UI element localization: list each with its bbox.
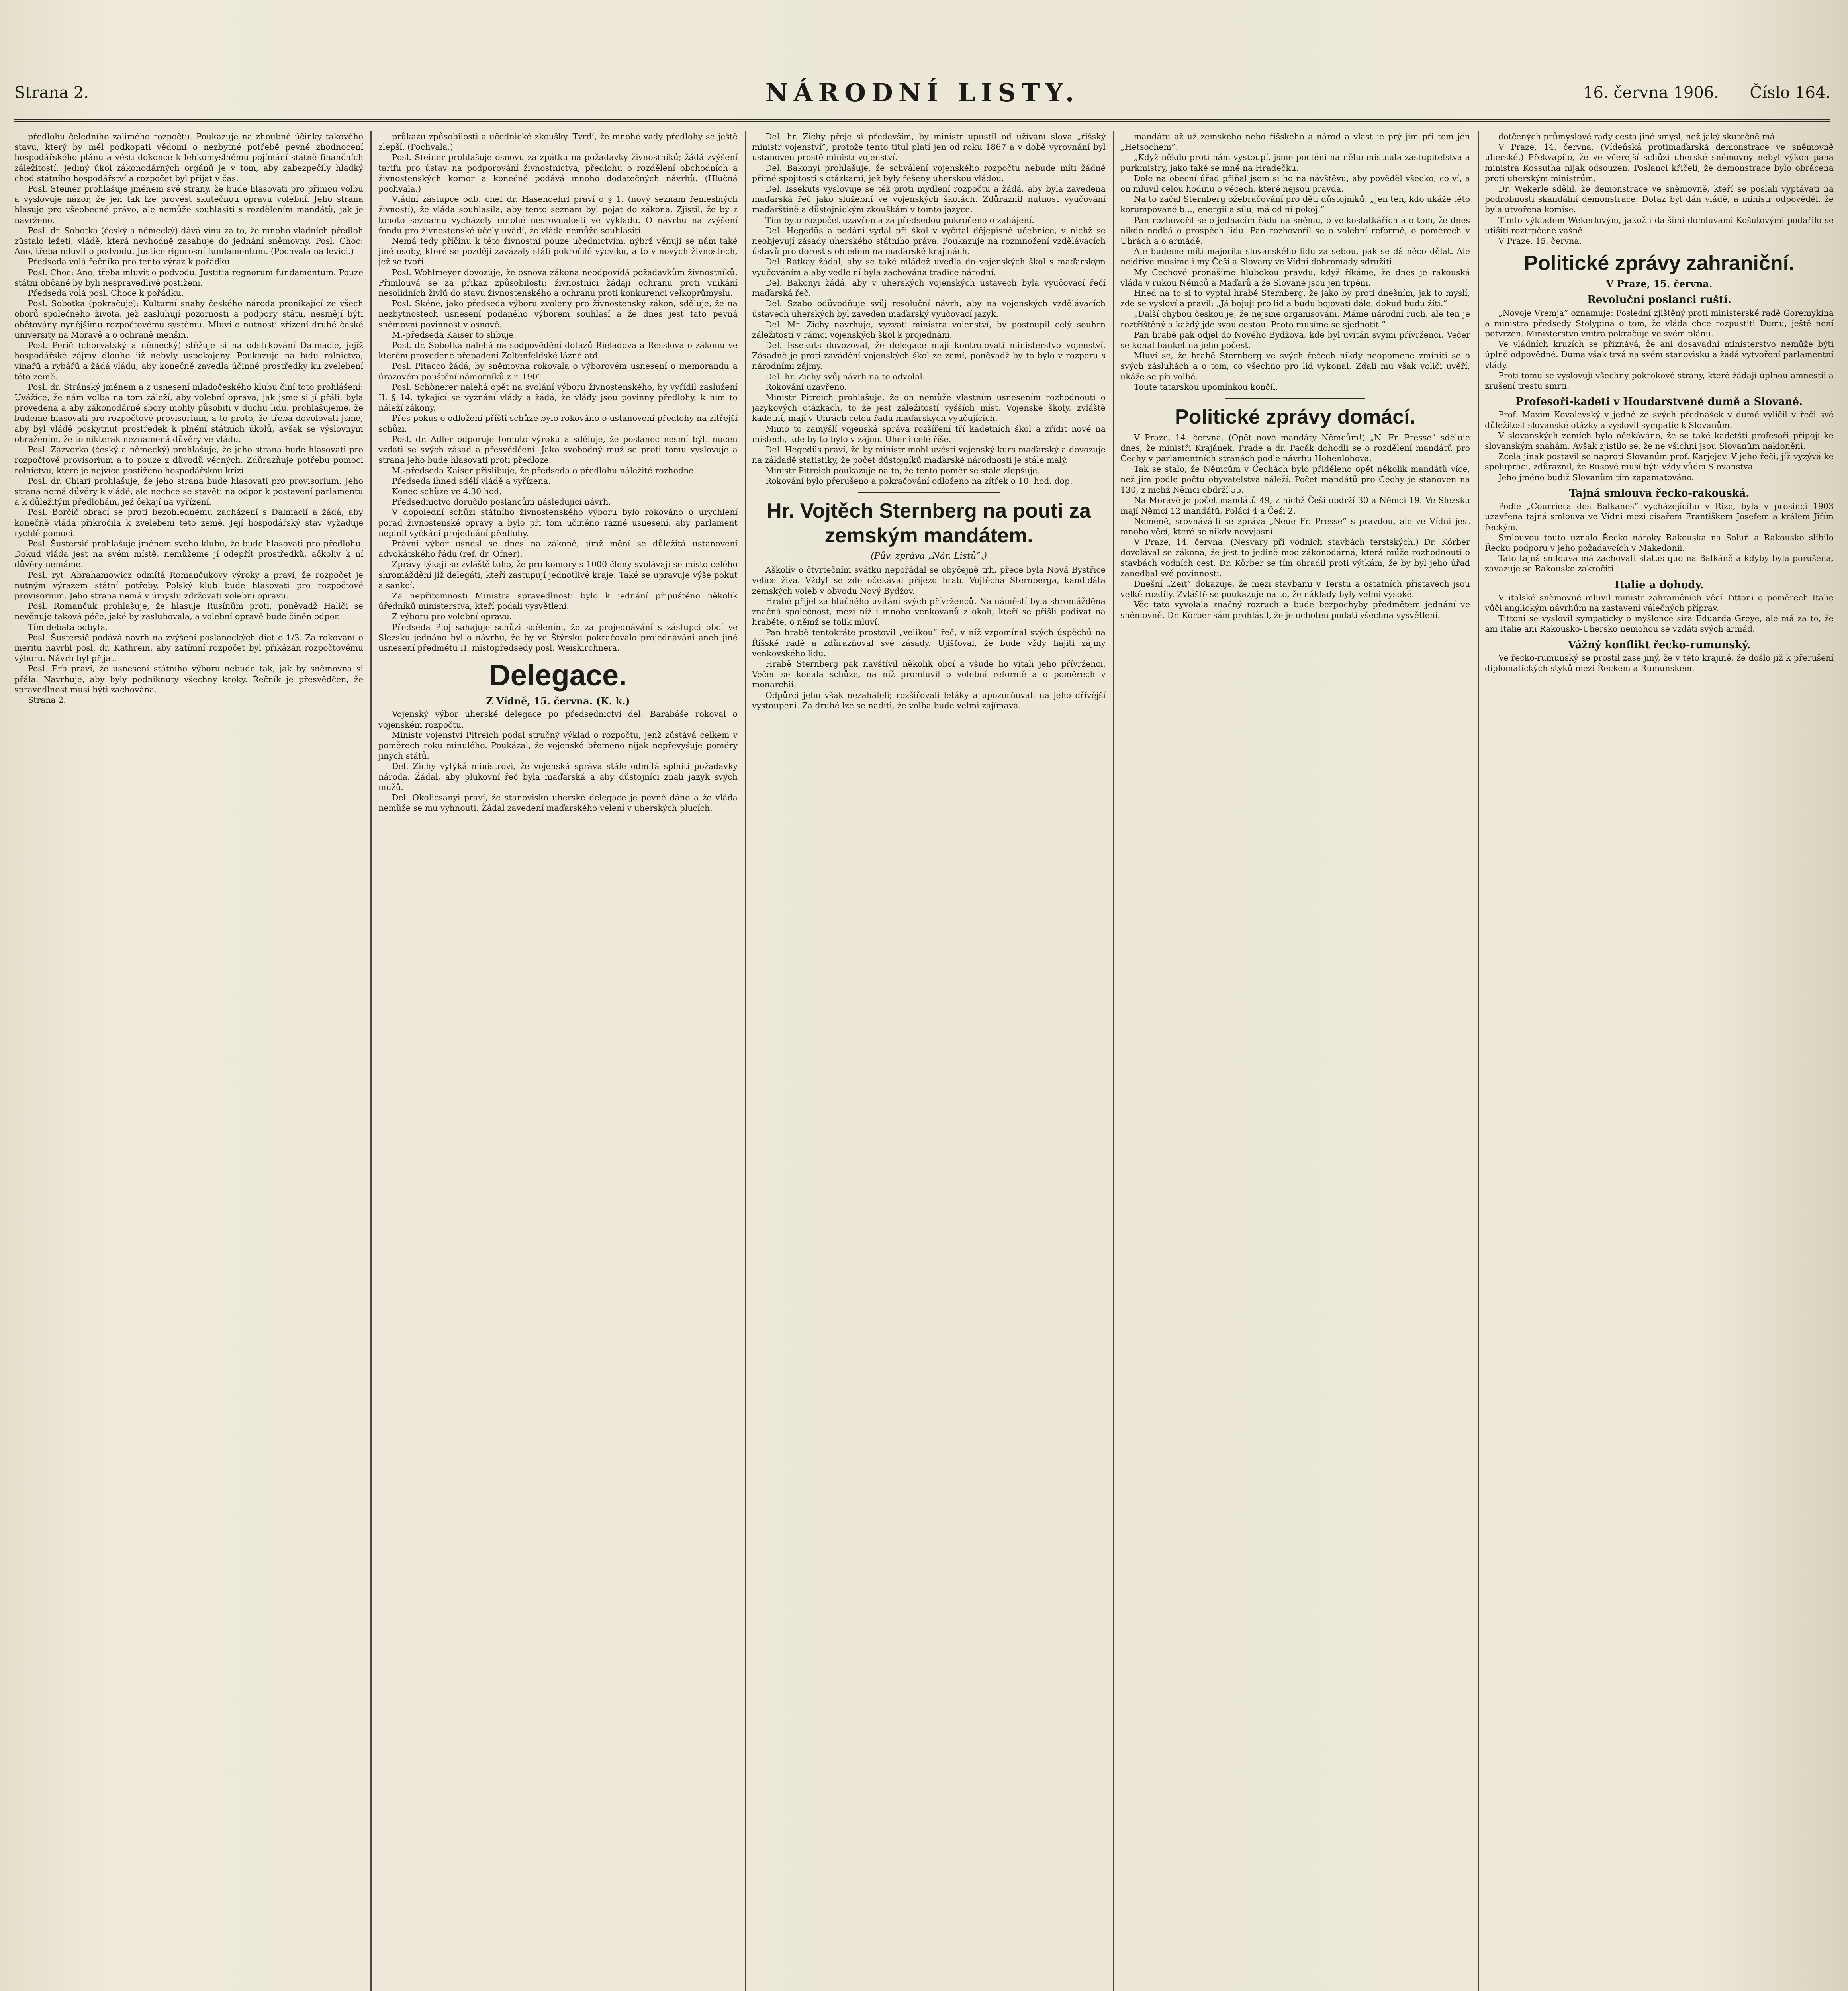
article-paragraph: Ministr Pitreich poukazuje na to, že tento poměr se stále zlepšuje. <box>765 465 1040 475</box>
domestic-lead: V Praze, 14. června. (Opět nové mandáty Němcům!) „N. Fr. Presse” sděluje dnes, že ministři Krajánek, Prade a dr. Pacák dohodli se o rozdělení mandátů pro Čechy v parlamentních stranách podle návrhu Hohenlohova. <box>1120 433 1470 464</box>
column-5-text <box>1485 131 1834 246</box>
article-paragraph: Del. Issekuts dovozoval, že delegace mají kontrolovati ministerstvo vojenství. Zásadně je proti zavádění vojenských škol ze zemí, poněvadž by to bylo v rozporu s národními zájmy. <box>752 340 1106 371</box>
column-2 <box>378 131 738 1991</box>
article-paragraph: Del. Szabo odůvodňuje svůj resoluční návrh, aby na vojenských vzdělávacích ústavech uherských byl zaveden maďarský vyučovací jazyk. <box>752 299 1106 319</box>
foreign-place: V Praze, 15. června. <box>1606 278 1713 290</box>
article-paragraph: dotčených průmyslové rady cesta jiné smysl, než jaký skutečně má. <box>1498 132 1778 141</box>
article-paragraph: předlohu čeledního zalimého rozpočtu. Poukazuje na zhoubné účinky takového stavu, který by měl podkopati vědomí o nezbytné potřebě pevné zhodnocení hospodářského plánu a vésti dokonce k lehkomyslnému pojímání státně finančních záležitostí. Jediný úkol zákonodárných orgánů je v tom, aby zabezpečily hladký chod státního hospodářství a rozpočet byl přijat v čas. <box>14 132 363 183</box>
article-paragraph: Ministr vojenství Pitreich podal stručný výklad o rozpočtu, jenž zůstává celkem v poměrech roku minulého. Poukázal, že vojenské břemeno nijak nepřevyšuje poměry jiných států. <box>378 730 738 761</box>
article-paragraph: Zcela jinak postavil se naproti Slovanům prof. Karjejev. V jeho řeči, jíž vyzývá ke spolupráci, zdůraznil, že Rusové musí býti vždy vůdci Slovanstva. <box>1485 452 1834 472</box>
article-paragraph: Dnešní „Zeit” dokazuje, že mezi stavbami v Terstu a ostatních přístavech jsou velké rozdíly. Zvláště se poukazuje na to, že náklady byly velmi vysoké. <box>1120 579 1470 599</box>
article-paragraph: V Praze, 14. června. (Nesvary při vodních stavbách terstských.) Dr. Körber dovolával se zákona, že jest to jedině moc zákonodárná, která může rozhodnouti o stavbách vodních cest. Dr. Körber se tím ohradil proti výtkám, že by byl jeho úřad zanedbal své povinnosti. <box>1120 537 1470 578</box>
article-paragraph: Ve vládních kruzích se přiznává, že ani dosavadní ministerstvo nemůže býti úplně odpovědné. Duma však trvá na svém stanovisku a žádá vytvoření parlamentní vlády. <box>1485 339 1834 370</box>
article-paragraph: Z výboru pro volební opravu. <box>392 612 512 622</box>
delegace-place: Z Vídně, 15. června. (K. k.) <box>486 695 630 707</box>
subheading-secret-treaty: Tajná smlouva řecko-rakouská. <box>1569 487 1750 499</box>
masthead <box>14 76 1830 122</box>
column-3 <box>752 131 1106 1991</box>
article-paragraph: Na Moravě je počet mandátů 49, z nichž Češi obdrží 30 a Němci 19. Ve Slezsku mají Němci 12 mandátů, Poláci 4 a Češi 2. <box>1120 495 1470 516</box>
subheading-professors: Profesoři-kadeti v Houdarstvené dumě a Slované. <box>1515 396 1803 408</box>
article-paragraph: Nemá tedy příčinu k této živnostní pouze učednictvím, nýbrž věnují se nám také jiné osoby, které se později zavázaly stáli pokročilé výcviku, a to v nových živnostech, jež se tvoří. <box>378 236 738 267</box>
article-paragraph: Posl. dr. Stránský jménem a z usnesení mladočeského klubu činí toto prohlášení: Uvážíce, že nám volba na tom záleží, aby volební oprava, jak jsme si jí přáli, byla provedena a aby zákonodárné sbory mohly působiti v duchu lidu, prohlašujeme, že budeme hlasovati pro rozpočtové provisorium, a to proto, že třeba dovolovati jsme, aby byl vládě poskytnut prostředek k plnění státních úkolů, avšak se výslovným ohražením, že to nikterak neznamená důvěry ve vládu. <box>14 382 363 444</box>
article-paragraph: V italské sněmovně mluvil ministr zahraničních věcí Tittoni o poměrech Italie vůči anglickým návrhům na zastavení válečných příprav. <box>1485 593 1834 613</box>
article-paragraph: Del. Mr. Zichy navrhuje, vyzvati ministra vojenství, by postoupil celý souhrn záležitostí v rámci vojenských škol k projednání. <box>752 319 1106 340</box>
divider <box>1225 398 1365 399</box>
column-3-text <box>752 131 1106 486</box>
article-paragraph: Jeho jméno budiž Slovanům tím zapamatováno. <box>1498 472 1694 482</box>
article-paragraph: Ale budeme míti majoritu slovanského lidu za sebou, pak se dá něco dělat. Ale nejdříve musíme i my Češi a Slovany ve Vídni dohromady sdružiti. <box>1120 246 1470 267</box>
article-paragraph: Za nepřítomnosti Ministra spravedlnosti bylo k jednání připuštěno několik úředníků ministerstva, kteří podali vysvětlení. <box>378 591 738 611</box>
article-paragraph: Dr. Wekerle sdělil, že demonstrace ve sněmovně, kteří se poslali vyptávati na podrobnosti skandální demonstrace. Dotaz byl dán vládě, a ministr odpověděl, že byla utvořena komise. <box>1485 184 1834 215</box>
article-paragraph: Posl. dr. Chiari prohlašuje, že jeho strana bude hlasovati pro provisorium. Jeho strana nemá důvěry k vládě, ale nechce se stavěti na odpor k postavení parlamentu a k důležitým předlohám, jež čekají na vyřízení. <box>14 476 363 507</box>
section-heading-sternberg: Hr. Vojtěch Sternberg na pouti za zemským mandátem. <box>767 499 1091 547</box>
article-paragraph: Del. Bakonyi žádá, aby v uherských vojenských ústavech byla vyučovací řečí maďarská řeč. <box>752 278 1106 298</box>
article-paragraph: „Když někdo proti nám vystoupí, jsme poctěni na něho mistnala zastupitelstva a purkmistry, jako také se mně na Hradečku. <box>1120 153 1470 173</box>
article-paragraph: Předseda Ploj sahajuje schůzi sdělením, že za projednávání s zástupci obcí ve Slezsku jednáno byl o návrhu, že by ve Štýrsku pokračovalo projednávání aneb jiné usnesení předmětu II. místopředsedy posl. Weiskirchnera. <box>378 622 738 653</box>
column-4-text <box>1120 131 1470 392</box>
column-rule <box>1113 131 1114 1991</box>
column-1 <box>14 131 363 1991</box>
article-paragraph: průkazu způsobilosti a učednické zkoušky. Tvrdí, že mnohé vady předlohy se ještě zlepší. (Pochvala.) <box>378 132 738 152</box>
article-paragraph: Ve řecko-rumunský se prostil zase jiný, že v této krajině, že došlo již k přerušení diplomatických styků mezi Řeckem a Rumunskem. <box>1485 653 1834 673</box>
article-paragraph: Neméně, srovnává-li se zpráva „Neue Fr. Presse” s pravdou, ale ve Vídni jest mnoho věcí, které se nikdy nevyjasní. <box>1120 516 1470 536</box>
section-heading-foreign: Politické zprávy zahraniční. <box>1524 252 1795 275</box>
article-paragraph: Přes pokus o odložení příští schůze bylo rokováno o ustanovení předlohy na zítřejší schůzi. <box>378 413 738 434</box>
article-paragraph: Posl. Choc: Ano, třeba mluvit o podvodu. Justitia regnorum fundamentum. Pouze státní občané by byli nespravedlivě postiženi. <box>14 267 363 288</box>
column-2-text <box>378 131 738 653</box>
article-paragraph: Konec schůze ve 4.30 hod. <box>392 486 502 496</box>
article-paragraph: Posl. Erb praví, že usnesení státního výboru nebude tak, jak by sněmovna si přála. Navrhuje, aby byly podniknuty všechny kroky. Řečník je přesvědčen, že spravedlnost musí býti zachována. <box>14 664 363 694</box>
article-paragraph: Posl. dr. Adler odporuje tomuto výroku a sděluje, že poslanec nesmí býti nucen vzdáti se svých zásad a přesvědčení. Jako svobodný muž se proti tomu vyslovuje a strana jeho bude hlasovati proti předloze. <box>378 434 738 465</box>
column-rule <box>1478 131 1479 1991</box>
article-paragraph: Posl. Sobotka (pokračuje): Kulturní snahy českého národa pronikající ze všech oborů společného života, jež zasluhují pozornosti a podpory státu, nesmějí býti obětovány nynějšímu rozpočtovému systému. Mluví o nutnosti zřízení druhé české university na Moravě a o ochraně menšin. <box>14 299 363 340</box>
article-paragraph: V dopolední schůzi státního živnostenského výboru bylo rokováno o urychlení porad živnostenské opravy a bylo při tom učiněno rázné usnesení, aby parlament neplnil vyčkání projednání předlohy. <box>378 507 738 538</box>
article-paragraph: Del. Okolicsanyi praví, že stanovisko uherské delegace je pevně dáno a že vláda nemůže se mu vyhnouti. Žádal zavedení maďarského velení v uherských plucích. <box>378 792 738 813</box>
article-paragraph: Hrabě přijel za hlučného uvítání svých přívrženců. Na náměstí byla shromážděna značná společnost, mezi níž i mnoho venkovanů z okolí, kteří se přišli podívat na hraběte, o němž se tolik mluví. <box>752 596 1106 627</box>
article-paragraph: Dole na obecní úřad přiňal jsem si ho na návštěvu, aby pověděl všecko, co ví, a on mluvil celou hodinu o věcech, které nejsou pravda. <box>1120 173 1470 194</box>
article-paragraph: Posl. Steiner prohlašuje osnovu za zpátku na požadavky živnostníků; žádá zvýšení tarifu pro ústav na podporování živnostnictva, předlohu o rozdělení obchodních a živnostenských komor a konečně podává mnoho dodatečných návrhů. (Hlučná pochvala.) <box>378 153 738 194</box>
article-paragraph: Předseda volá řečníka pro tento výraz k pořádku. <box>28 257 233 267</box>
article-paragraph: V slovanských zemích bylo očekáváno, že se také kadetští profesoři připojí ke slovanským snahám. Avšak zjistilo se, že ne všichni jsou Slovanům nakloněni. <box>1485 430 1834 451</box>
article-paragraph: Pan hrabě pak odjel do Nového Bydžova, kde byl uvítán svými přívrženci. Večer se konal banket na jeho počest. <box>1120 330 1470 350</box>
article-paragraph: Tittoni se vyslovil sympaticky o myšlence sira Eduarda Greye, ale má za to, že ani Italie ani Rakousko-Uhersko nemohou se vzdáti svých armád. <box>1485 614 1834 634</box>
article-paragraph: Posl. dr. Sobotka (český a německý) dává vinu za to, že mnoho vládních předloh zůstalo ležeti, vládě, která nevhodně zasahuje do jednání sněmovny. Posl. Choc: Ano, třeba mluvit o podvodu. Justice rigorosní fundamentum. (Pochvala na levici.) <box>14 225 363 256</box>
article-paragraph: Rokování bylo přerušeno a pokračování odloženo na zítřek o 10. hod. dop. <box>765 476 1073 486</box>
article-paragraph: M.-předseda Kaiser přislibuje, že předseda o předlohu náležité rozhodne. <box>392 465 696 475</box>
article-paragraph: Tím bylo rozpočet uzavřen a za předsedou pokročeno o zahájení. <box>765 215 1034 225</box>
subheading-italy: Italie a dohody. <box>1615 579 1704 591</box>
article-paragraph: Podle „Courriera des Balkanes” vycházejícího v Rize, byla v prosinci 1903 uzavřena tajná smlouva ve Vídni mezi císařem Františkem Josefem a králem Jiřím řeckým. <box>1485 501 1834 532</box>
subheading-russian-deputies: Revoluční poslanci ruští. <box>1587 294 1731 306</box>
article-paragraph: V Praze, 15. června. <box>1498 236 1582 246</box>
paper-title: NÁRODNÍ LISTY. <box>765 78 1080 107</box>
article-paragraph: Del. Zichy vytýká ministrovi, že vojenská správa stále odmítá splniti požadavky národa. Žádal, aby plukovní řeč byla maďarská a aby důstojníci znali jazyk svých mužů. <box>378 761 738 792</box>
article-paragraph: Del. Hegedüs praví, že by ministr mohl uvésti vojenský kurs maďarský a dovozuje na základě statistiky, že počet důstojníků maďarské národnosti je stále malý. <box>752 445 1106 465</box>
article-paragraph: Posl. ryt. Abrahamowicz odmítá Romančukovy výroky a praví, že rozpočet je nutným výrazem státní potřeby. Polský klub bude hlasovati pro rozpočtové provisorium. Jeho strana nemá v úmyslu zdržovati volební opravu. <box>14 570 363 600</box>
article-paragraph: Mluví se, že hrabě Sternberg ve svých řečech nikdy neopomene zmíniti se o svých zásluhách a o tom, co všechno pro lid vykonal. Zdali mu však voliči uvěří, ukáže se při volbě. <box>1120 351 1470 381</box>
article-paragraph: Tak se stalo, že Němcům v Čechách bylo přiděleno opět několik mandátů více, než jim podle počtu obyvatelstva náleží. Počet mandátů pro Čechy je stanoven na 130, z nichž Němci obdrží 55. <box>1120 464 1470 495</box>
delegace-text <box>378 709 738 813</box>
article-paragraph: Zprávy týkají se zvláště toho, že pro komory s 1000 členy svolávají se místo celého shromáždění již delegáti, kteří zastupují jednotlivé kraje. Také se upravuje výše pokut a sankcí. <box>378 559 738 590</box>
article-paragraph: Na to začal Sternberg ožebračování pro děti důstojníků: „Jen ten, kdo ukáže této korumpované b..., energii a sílu, má od ní pokoj.” <box>1120 194 1470 215</box>
section-source: (Pův. zpráva „Nár. Listů”.) <box>871 551 987 561</box>
article-paragraph: Posl. Wohlmeyer dovozuje, že osnova zákona neodpovídá požadavkům živnostníků. Přimlouvá se za přikaz způsobilosti; živnostníci žádají ochranu proti vnikání nesolidních živlů do stavu živnostenského a ochranu proti konkurenci velkoprůmyslu. <box>378 267 738 298</box>
article-paragraph: Hrabě Sternberg pak navštívil několik obcí a všude ho vítali jeho přívrženci. Večer se konala schůze, na níž promluvil o volební reformě a o poměrech v monarchii. <box>752 659 1106 690</box>
article-paragraph: Pan hrabě tentokráte prostovil „velikou” řeč, v níž vzpomínal svých úspěchů na Říšské radě a zdůrazňoval své zásady. Ujišťoval, že bude vždy hájiti zájmy venkovského lidu. <box>752 628 1106 658</box>
article-paragraph: Posl. Steiner prohlašuje jménem své strany, že bude hlasovati pro přímou volbu a vyslovuje názor, že jen tak lze provést skutečnou opravu volební. Jeho strana hlasuje pro všeobecné právo, ale nemůže souhlasiti s rozdělením mandátů, jak je navrženo. <box>14 184 363 225</box>
article-paragraph: Tímto výkladem Wekerlovým, jakož i dalšími domluvami Košutovými podařilo se utišiti roztrpčené vášně. <box>1485 215 1834 235</box>
article-paragraph: M.-předseda Kaiser to slibuje. <box>392 330 517 340</box>
article-paragraph: Proti tomu se vyslovují všechny pokrokové strany, které žádají úplnou amnestii a zrušení trestu smrti. <box>1485 370 1834 391</box>
issue-number: Číslo 164. <box>1750 84 1830 102</box>
article-paragraph: Del. hr. Zichy svůj návrh na to odvolal. <box>765 372 925 381</box>
sternberg-text <box>752 565 1106 711</box>
article-paragraph: Rokování uzavřeno. <box>765 382 847 392</box>
secret-treaty-text <box>1485 501 1834 574</box>
article-paragraph: Vojenský výbor uherské delegace po předsednictví del. Barabáše rokoval o vojenském rozpočtu. <box>378 709 738 730</box>
article-paragraph: My Čechové pronášíme hlubokou pravdu, když říkáme, že dnes je rakouská vláda v rukou Němců a Maďarů a že Slované jsou jen trpěni. <box>1120 267 1470 288</box>
section-heading-domestic: Politické zprávy domácí. <box>1175 405 1416 429</box>
article-paragraph: „Další chybou českou je, že nejsme organisováni. Máme národní ruch, ale ten je roztříštěný a každý jde svou cestou. Proto musíme se sjednotit.” <box>1120 309 1470 329</box>
article-paragraph: Smlouvou touto uznalo Řecko nároky Rakouska na Soluň a Rakousko slíbilo Řecku podporu v jeho požadavcích v Makedonii. <box>1485 532 1834 553</box>
article-paragraph: Prof. Maxim Kovalevský v jedné ze svých přednášek v dumě vylíčil v řeči své důležitost slovanské otázky a vyslovil sympatie k Slovanům. <box>1485 410 1834 430</box>
article-paragraph: Posl. Borčič obrací se proti bezohlednému zacházení s Dalmacií a žádá, aby konečně vláda přikročila k zvelebení této země. Její hospodářský stav vyžaduje rychlé pomoci. <box>14 507 363 538</box>
article-paragraph: Strana 2. <box>28 695 66 705</box>
subheading-greek-romanian: Vážný konflikt řecko-rumunský. <box>1568 639 1751 651</box>
article-paragraph: Del. Issekuts vyslovuje se též proti mydlení rozpočtu a žádá, aby byla zavedena maďarská řeč jako služební ve vojenských školách. Zdůraznil nutnost vyučování maďarštině a důstojnickým zkouškám v tomto jazyce. <box>752 184 1106 215</box>
article-paragraph: Vládní zástupce odb. chef dr. Hasenoehrl praví o § 1. (nový seznam řemeslných živností), že vláda souhlasila, aby tento seznam byl pojat do zákona. Zjistil, že by z tohoto seznamu vycházely mnohé nesrovnalosti ve výkladu. O návrhu na zvýšení fondu pro živnostenské účely uvádí, že vláda nemůže souhlasiti. <box>378 194 738 235</box>
article-paragraph: Mimo to zamýšlí vojenská správa rozšíření tří kadetních škol a zřídit nové na místech, kde by to bylo v zájmu Uher i celé říše. <box>752 424 1106 444</box>
article-paragraph: Právní výbor usnesl se dnes na zákoně, jímž mění se důležitá ustanovení advokátského řádu (ref. dr. Ofner). <box>378 538 738 559</box>
russian-deputies-text <box>1485 308 1834 391</box>
greek-romanian-text <box>1485 653 1834 673</box>
column-rule <box>745 131 746 1991</box>
article-paragraph: Posl. Šustersič prohlašuje jménem svého klubu, že bude hlasovati pro předlohu. Dokud vláda jest na svém místě, nemůžeme jí odepřít prostředků, ačkoliv k ní důvěry nemáme. <box>14 538 363 569</box>
domestic-text <box>1120 464 1470 620</box>
article-paragraph: Posl. dr. Sobotka nalehá na sodpovědění dotazů Rieladova a Resslova o zákonu ve kterém provedené přepadení Zoltenfeldské lázně atd. <box>378 340 738 361</box>
article-paragraph: Del. Hegedüs a podání vydal při škol v vyčítal dějepisné učebnice, v nichž se neobjevují zásady uherského státního práva. Poukazuje na rozmnožení vzdělávacích ústavů pro dorost s ohledem na maďarské krajinách. <box>752 225 1106 256</box>
article-paragraph: „Novoje Vremja” oznamuje: Poslední zjištěný proti ministerské radě Goremykina a ministra předsedy Stolypina o tom, že vláda chce rozpustiti Dumu, ještě není potvrzen. Ministerstvo vnitra pokračuje ve svém plánu. <box>1485 308 1834 339</box>
column-rule <box>370 131 372 1991</box>
article-paragraph: Posl. Perič (chorvatský a německý) stěžuje si na odstrkování Dalmacie, jejíž hospodářské zájmy dlouho již nebyly uspokojeny. Poukazuje na bídu rolnictva, vinařů a rybářů a žádá vládu, aby konečně zavedla účinné prostředky ku zvelebení této země. <box>14 340 363 381</box>
article-paragraph: Odpůrci jeho však nezaháleli; rozšiřovali letáky a upozorňovali na jeho dřívější vystoupení. Za druhé lze se nadíti, že volba bude velmi zajímavá. <box>752 690 1106 710</box>
article-paragraph: Tím debata odbyta. <box>28 622 108 632</box>
article-paragraph: Pan rozhovořil se o jednacím řádu na sněmu, o velkostatkářích a o tom, že dnes nikdo nedbá o prospěch lidu. Pan rozhovořil se o volební reformě, o poměrech v Uhrách a o armádě. <box>1120 215 1470 246</box>
article-paragraph: Toute tatarskou upomínkou končil. <box>1134 382 1278 392</box>
article-paragraph: Předseda volá posl. Choce k pořádku. <box>28 288 184 298</box>
column-1-text <box>14 131 363 705</box>
italy-text <box>1485 593 1834 634</box>
column-4 <box>1120 131 1470 1991</box>
article-paragraph: Hned na to si to vyptal hrabě Sternberg, že jako by proti dnešním, jak to myslí, zde se vysloví a pravil: „Já bojuji pro lid a budu bojovati dále, dokud budu žíti.” <box>1120 288 1470 309</box>
divider <box>858 492 999 493</box>
article-paragraph: mandátu až už zemského nebo říšského a národ a vlast je prý jim při tom jen „Hetsochem”. <box>1120 132 1470 152</box>
column-5 <box>1485 131 1834 1991</box>
article-paragraph: Ministr Pitreich prohlašuje, že on nemůže vlastním usnesením rozhodnouti o jazykových otázkách, to že jest záležitostí vyšších míst. Vojenské školy, zvláště kadetní, mají v Uhrách celou řadu maďarských vyučujících. <box>752 393 1106 423</box>
article-paragraph: Posl. Zázvorka (český a německý) prohlašuje, že jeho strana bude hlasovati pro rozpočtové provisorium a to pouze z důvodů věcných. Zdůrazňuje potřebu pomoci rolnictvu, které je nejvíce postiženo hospodářskou krizí. <box>14 445 363 475</box>
article-paragraph: V Praze, 14. června. (Vídeňská protimaďarská demonstrace ve sněmovně uherské.) Překvapilo, že ve včerejší schůzi uherské sněmovny nebyl výkon pana ministra Kossutha nijak odsouzen. Poslanci křičeli, že demonstrace bylo obrácena proti uherským ministrům. <box>1485 142 1834 183</box>
article-paragraph: Del. hr. Zichy přeje si především, by ministr upustil od užívání slova „říšský ministr vojenství”, protože tento titul platí jen od roku 1867 a v době vyrovnání byl ustanoven prostě ministr vojenství. <box>752 132 1106 162</box>
article-paragraph: Posl. Skéne, jako předseda výboru zvolený pro živnostenský zákon, sděluje, že na nezbytnostech usnesení podaného výborem souhlasí a že dnes jest tato pevná sněmovní povinnost v osnově. <box>378 299 738 329</box>
article-paragraph: Aškolív o čtvrtečním svátku nepořádal se obyčejně trh, přece byla Nová Bystřice velice živa. Vždyť se zde očekával příjezd hrab. Vojtěcha Sternberga, kandidáta zemských voleb v obvodu Nový Bydžov. <box>752 565 1106 596</box>
article-paragraph: Předseda ihned sdělí vládě a vyřízena. <box>392 476 551 486</box>
article-paragraph: Del. Bakonyi prohlašuje, že schválení vojenského rozpočtu nebude míti žádné přímé spojitosti s otázkami, jež byly řešeny uherskou vládou. <box>752 163 1106 183</box>
article-paragraph: Posl. Romančuk prohlašuje, že hlasuje Rusínům proti, poněvadž Haliči se nevěnuje taková péče, jaké by zasluhovala, a volební opravě bude činěn odpor. <box>14 601 363 622</box>
page-label: Strana 2. <box>14 84 89 102</box>
issue-date: 16. června 1906. <box>1583 84 1719 102</box>
article-paragraph: Posl. Schönerer nalehá opět na svolání výboru živnostenského, by vyřídil zaslužení II. § 14. týkající se vyznání vlády a žádá, že vlády jsou povinny předlohy, k nim to náleží zákony. <box>378 382 738 413</box>
article-paragraph: Předsednictvo doručilo poslancům následující návrh. <box>392 497 611 507</box>
section-heading-delegace: Delegace. <box>489 659 627 692</box>
article-paragraph: Posl. Šustersič podává návrh na zvýšení poslaneckých diet o 1/3. Za rokování o meritu navrhl posl. dr. Kathrein, aby zatímní rozpočet byl přikázán rozpočtovému výboru. Návrh byl přijat. <box>14 632 363 663</box>
article-paragraph: Posl. Pitacco žádá, by sněmovna rokovala o výborovém usnesení o memorandu a úrazovém pojištění námořníků z r. 1901. <box>378 361 738 381</box>
article-paragraph: Věc tato vyvolala značný rozruch a bude bezpochyby předmětem jednání ve sněmovně. Dr. Körber sám prohlásil, že je ochoten podati všechna vysvětlení. <box>1120 600 1470 620</box>
article-paragraph: Del. Rátkay žádal, aby se také mládež uvedla do vojenských škol s maďarským vyučováním a aby vedle ní byla zachována tradice národní. <box>752 257 1106 277</box>
article-paragraph: Tato tajná smlouva má zachovati status quo na Balkáně a kdyby byla porušena, zavazuje se Rakousko zakročiti. <box>1485 553 1834 574</box>
professors-text <box>1485 409 1834 482</box>
